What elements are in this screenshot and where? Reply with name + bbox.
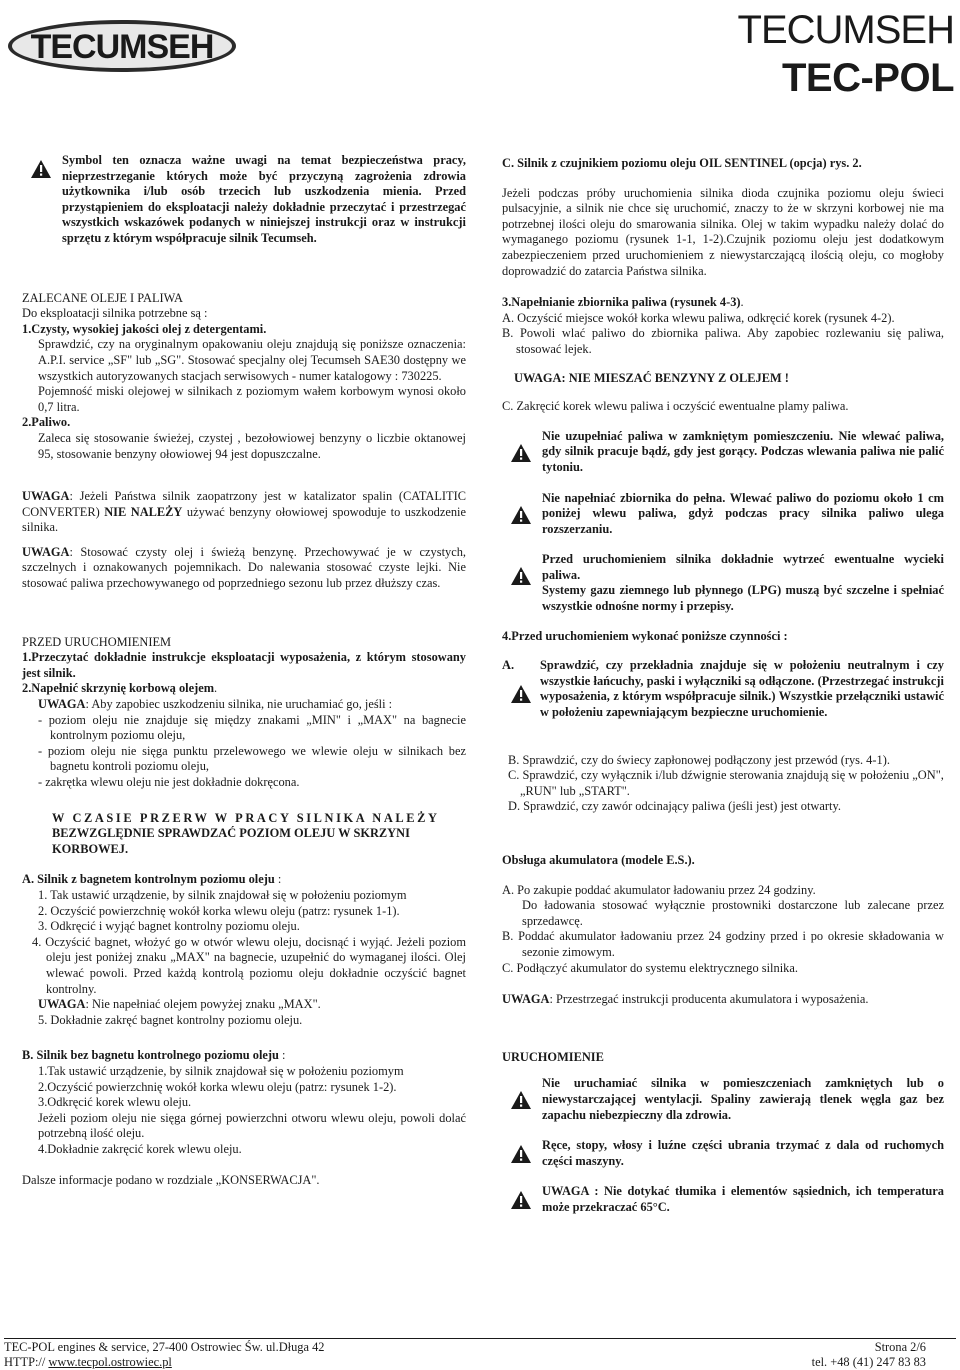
pre-start-step-a bbox=[502, 658, 944, 720]
warning-triangle-icon bbox=[510, 1090, 532, 1110]
list-item: B. Poddać akumulator ładowaniu przez 24 godziny przed i po okresie składowania w sezonie zimowym. bbox=[502, 929, 944, 959]
tecumseh-logo bbox=[6, 18, 238, 74]
warning-block bbox=[502, 1076, 944, 1123]
list-item: 4.Dokładnie zakręcić korek wlewu oleju. bbox=[38, 1141, 242, 1156]
footer bbox=[4, 1340, 954, 1370]
catalyst-text-bold: NIE NALEŻY bbox=[104, 504, 183, 519]
battery-uwaga-text: : Przestrzegać instrukcji producenta akumulatora i wyposażenia. bbox=[549, 992, 869, 1007]
no-dipstick-section bbox=[22, 1048, 466, 1157]
oil-sentinel-title: C. Silnik z czujnikiem poziomu oleju OIL SENTINEL (opcja) rys. 2. bbox=[502, 156, 862, 170]
footer-http-label: HTTP:// bbox=[4, 1355, 46, 1369]
caps-warning bbox=[22, 811, 466, 858]
catalyst-text-c: używać benzyny ołowiowej spowoduje to uszkodzenie silnika. bbox=[22, 504, 466, 535]
list-item: Do ładowania stosować wyłącznie prostowniki dostarczone lub zalecane przez sprzedawcę. bbox=[522, 898, 944, 928]
storage-warning bbox=[22, 545, 466, 592]
list-item: Jeżeli poziom oleju nie sięga górnej powierzchni otworu wlewu oleju, powoli dolać potrzebną ilość oleju. bbox=[38, 1110, 466, 1141]
warning-block bbox=[502, 1184, 944, 1215]
oil1-text: Sprawdzić, czy na oryginalnym opakowaniu oleju znajdują się poniższe oznaczenia: A.P.I. service „SF" lub „SG". Stosować specjalny olej Tecumseh SAE30 dostępny we wszystkich autoryzowanych stacjach serwisowych - numer katalogowy : 730225. bbox=[38, 337, 466, 383]
footer-company: TEC-POL engines & service, 27-400 Ostrowiec Św. ul.Długa 42 bbox=[4, 1340, 325, 1354]
no-dipstick-title bbox=[22, 1048, 466, 1064]
list-item: D. Sprawdzić, czy zawór odcinający paliwa (jeśli jest) jest otwarty. bbox=[508, 799, 841, 814]
list-item: 3. Odkręcić i wyjąć bagnet kontrolny poziomu oleju. bbox=[38, 919, 300, 934]
bullet-item: - zakrętka wlewu oleju nie jest dokładnie dokręcona. bbox=[38, 775, 300, 789]
footer-page-number: Strona 2/6 bbox=[874, 1340, 926, 1354]
pre-start-title: 4.Przed uruchomieniem wykonać poniższe czynności : bbox=[502, 628, 788, 643]
uwaga-label: UWAGA bbox=[22, 544, 70, 559]
list-item: 2.Oczyścić powierzchnię wokół korka wlewu oleju (patrz: rysunek 1-2). bbox=[38, 1079, 397, 1094]
caps-warning-line2: BEZWZGLĘDNIE SPRAWDZAĆ POZIOM OLEJU W SKRZYNI KORBOWEJ. bbox=[52, 826, 410, 856]
fuel-fill-title-text: 3.Napełnianie zbiornika paliwa (rysunek 4-3) bbox=[502, 295, 741, 310]
list-item: 3.Odkręcić korek wlewu oleju. bbox=[38, 1095, 192, 1110]
dipstick-title bbox=[22, 872, 466, 888]
right-column bbox=[502, 156, 944, 1216]
warning-no-overfill: Nie napełniać zbiornika do pełna. Wlewać paliwo do poziomu około 1 cm poniżej wlewu paliwa, gdyż podczas pracy silnika paliwo ulega rozszerzaniu. bbox=[542, 490, 944, 536]
warning-triangle-icon bbox=[510, 505, 532, 525]
catalyst-warning bbox=[22, 489, 466, 536]
battery-title: Obsługa akumulatora (modele E.S.). bbox=[502, 853, 695, 867]
oils-intro: Do eksploatacji silnika potrzebne są : bbox=[22, 306, 208, 321]
battery-section bbox=[502, 883, 944, 1008]
uwaga-label: UWAGA bbox=[38, 997, 86, 1012]
footer-phone: tel. +48 (41) 247 83 83 bbox=[811, 1355, 926, 1369]
warning-block bbox=[502, 1138, 944, 1169]
list-item: 5. Dokładnie zakręć bagnet kontrolny poziomu oleju. bbox=[38, 1012, 303, 1027]
list-item: 1.Tak ustawić urządzenie, by silnik znajdował się w położeniu poziomym bbox=[38, 1063, 404, 1078]
fuel-fill-step-b: B. Powoli wlać paliwo do zbiornika paliwa. Aby zapobiec rozlewaniu się paliwa, stosować lejek. bbox=[502, 326, 944, 356]
fuel-text: Zaleca się stosowanie świeżej, czystej , bezołowiowej benzyny o liczbie oktanowej 95, stosowanie benzyny ołowiowej 94 jest dopuszczalne. bbox=[38, 430, 466, 461]
battery-uwaga bbox=[502, 992, 944, 1008]
oil1-title: 1.Czysty, wysokiej jakości olej z detergentami. bbox=[22, 321, 267, 336]
warning-triangle-icon bbox=[510, 443, 532, 463]
warning-triangle-icon bbox=[30, 159, 52, 179]
uwaga-label: UWAGA bbox=[38, 697, 86, 712]
start-title: URUCHOMIENIE bbox=[502, 1049, 604, 1064]
before-start-section bbox=[22, 635, 466, 791]
before-step-2-uwaga bbox=[22, 697, 466, 713]
no-dipstick-title-text: B. Silnik bez bagnetu kontrolnego poziomu oleju bbox=[22, 1048, 279, 1063]
list-item: A. Po zakupie poddać akumulator ładowaniu przez 24 godziny. bbox=[502, 882, 816, 897]
bullet-item: - poziom oleju nie znajduje się między znakami „MIN" i „MAX" na bagnecie kontrolnym poziomu oleju, bbox=[38, 712, 466, 743]
fuel-no-mix-warning: UWAGA: NIE MIESZAĆ BENZYNY Z OLEJEM ! bbox=[514, 370, 789, 385]
list-item: C. Sprawdzić, czy wyłącznik i/lub dźwignie sterowania znajdują się w położeniu „ON", „RUN" lub „START". bbox=[508, 768, 944, 798]
warning-no-refuel-indoors: Nie uzupełniać paliwa w zamkniętym pomieszczeniu. Nie wlewać paliwa, gdy silnik pracuje bądź, gdy jest gorący. Podczas wlewania paliwa nie palić tytoniu. bbox=[542, 428, 944, 474]
fuel-fill-title-dot: . bbox=[740, 295, 744, 310]
warning-lpg-systems: Systemy gazu ziemnego lub płynnego (LPG) muszą być szczelne i spełniać wszystkie odnośne normy i przepisy. bbox=[542, 583, 944, 614]
logo-text: TECUMSEH bbox=[30, 28, 214, 66]
fuel-fill-title bbox=[502, 295, 944, 311]
warning-triangle-icon bbox=[510, 684, 532, 704]
before-step-2-dot: . bbox=[214, 681, 218, 696]
list-item: B. Sprawdzić, czy do świecy zapłonowej podłączony jest przewód (rys. 4-1). bbox=[508, 752, 890, 767]
safety-note bbox=[22, 153, 466, 247]
list-item: 1. Tak ustawić urządzenie, by silnik znajdował się w położeniu poziomym bbox=[38, 887, 407, 902]
further-info: Dalsze informacje podano w rozdziale „KONSERWACJA". bbox=[22, 1173, 320, 1188]
before-step-1: 1.Przeczytać dokładnie instrukcje eksploatacji wyposażenia, z którym stosowany jest silnik. bbox=[22, 650, 466, 680]
catalyst-text-a: : Jeżeli Państwa silnik zaopatrzony jest w katalizator spalin (CATALITIC CONVERTER) bbox=[22, 489, 466, 519]
fuel-fill-section bbox=[502, 295, 944, 415]
uwaga-label: UWAGA bbox=[502, 992, 550, 1007]
fuel-title: 2.Paliwo. bbox=[22, 415, 71, 430]
oil-sentinel-text: Jeżeli podczas próby uruchomienia silnika dioda czujnika poziomu oleju świeci pulsacyjnie, a silnik nie chce się uruchomić, znaczy to że w skrzyni korbowej nie ma potrzebnej ilości oleju do smarowania silnika. Olej w takim wypadku należy dolać do wymaganego poziomu (rysunek 1-1, 1-2).Czujnik poziomu oleju jest dodatkowym zabezpieczeniem przed uruchomieniem z niewystarczającą ilością oleju, co mogłoby doprowadzić do zatarcia Państwa silnika. bbox=[502, 185, 944, 278]
warning-block bbox=[502, 429, 944, 476]
dipstick-uwaga bbox=[22, 997, 466, 1013]
uwaga-label: UWAGA bbox=[22, 489, 70, 504]
dipstick-uwaga-text: : Nie napełniać olejem powyżej znaku „MAX". bbox=[85, 997, 321, 1012]
list-item: C. Podłączyć akumulator do systemu elektrycznego silnika. bbox=[502, 960, 798, 975]
left-column bbox=[22, 153, 466, 1189]
warning-ventilation: Nie uruchamiać silnika w pomieszczeniach zamkniętych lub o niewystarczającej wentylacji. Spaliny zawierają tlenek węgla gaz bez zapachu niebezpieczny dla zdrowia. bbox=[542, 1076, 944, 1122]
website-link[interactable]: www.tecpol.ostrowiec.pl bbox=[48, 1355, 172, 1369]
bullet-item: - poziom oleju nie sięga punktu przelewowego we wlewie oleju w silnikach bez bagnetu kontroli poziomu oleju, bbox=[38, 743, 466, 774]
footer-divider bbox=[4, 1338, 956, 1339]
no-dipstick-title-colon: : bbox=[278, 1048, 286, 1063]
warning-moving-parts: Ręce, stopy, włosy i luźne części ubrania trzymać z dala od ruchomych części maszyny. bbox=[542, 1138, 944, 1168]
warning-triangle-icon bbox=[510, 1144, 532, 1164]
warning-triangle-icon bbox=[510, 566, 532, 586]
oils-section bbox=[22, 291, 466, 463]
dipstick-title-text: A. Silnik z bagnetem kontrolnym poziomu oleju bbox=[22, 872, 275, 887]
fuel-fill-step-a: A. Oczyścić miejsce wokół korka wlewu paliwa, odkręcić korek (rysunek 4-2). bbox=[502, 310, 895, 325]
tecumseh-logo-graphic bbox=[6, 18, 238, 74]
storage-text: : Stosować czysty olej i świeżą benzynę. Przechowywać je w czystych, szczelnych i oznakowanych pojemnikach. Do nalewania stosować czyste lejki. Nie stosować paliwa przechowywanego od poprzedniego sezonu lub przez dłuższy czas. bbox=[22, 544, 466, 591]
warning-block bbox=[502, 552, 944, 614]
footer-website bbox=[4, 1355, 172, 1370]
dipstick-title-colon: : bbox=[274, 872, 282, 887]
step-a-label: A. bbox=[502, 658, 515, 673]
fuel-fill-step-c: C. Zakręcić korek wlewu paliwa i oczyścić ewentualne plamy paliwa. bbox=[502, 399, 849, 414]
safety-note-text: Symbol ten oznacza ważne uwagi na temat bezpieczeństwa pracy, nieprzestrzeganie których może być przyczyną zagrożenia zdrowia użytkownika i/lub osób trzecich lub uszkodzenia mienia. Przed przystąpieniem do eksploatacji należy dokładnie przeczytać i przestrzegać wszystkich wskazówek podanych w niniejszej instrukcji oraz w instrukcji sprzętu z którym współpracuje silnik Tecumseh. bbox=[62, 153, 466, 245]
step-a-text: Sprawdzić, czy przekładnia znajduje się w położeniu neutralnym i czy wszystkie łańcuchy, paski i wyłączniki są odłączone. (Przestrzegać instrukcji wyposażenia, z którym współpracuje silnik.) Wszystkie przełączniki ustawić w położeniu zapewniającym bezpieczne uruchomienie. bbox=[540, 658, 944, 720]
warning-wipe-spills: Przed uruchomieniem silnika dokładnie wytrzeć ewentualne wycieki paliwa. bbox=[542, 552, 944, 582]
caps-warning-line1: W CZASIE PRZERW W PRACY SILNIKA NALEŻY bbox=[52, 810, 440, 825]
brand-name: TECUMSEH bbox=[737, 8, 954, 52]
pre-start-steps bbox=[502, 753, 944, 815]
oils-title: ZALECANE OLEJE I PALIWA bbox=[22, 290, 183, 305]
brand-subname: TEC-POL bbox=[781, 56, 954, 100]
list-item: 2. Oczyścić powierzchnię wokół korka wlewu oleju (patrz: rysunek 1-1). bbox=[38, 903, 400, 918]
warning-hot-muffler: UWAGA : Nie dotykać tłumika i elementów sąsiednich, ich temperatura może przekraczać 65°C. bbox=[542, 1184, 944, 1214]
before-start-title: PRZED URUCHOMIENIEM bbox=[22, 634, 172, 649]
warning-block bbox=[502, 491, 944, 538]
before-step-2-label: 2.Napełnić skrzynię korbową olejem bbox=[22, 681, 215, 696]
list-item: 4. Oczyścić bagnet, włożyć go w otwór wlewu oleju, docisnąć i wyjąć. Jeżeli poziom oleju jest poniżej znaku „MAX" na bagnecie, uzupełnić do wymaganej ilości. Olej wlewać powoli. Przed każdą kontrolą poziomu oleju dokładnie oczyścić bagnet kontrolny. bbox=[32, 934, 466, 996]
before-step-2-uwaga-text: : Aby zapobiec uszkodzeniu silnika, nie uruchamiać go, jeśli : bbox=[85, 697, 393, 712]
oil1-capacity: Pojemność miski olejowej w silnikach z poziomym wałem korbowym wynosi około 0,7 litra. bbox=[38, 384, 466, 414]
warning-triangle-icon bbox=[510, 1190, 532, 1210]
before-step-2 bbox=[22, 681, 466, 697]
dipstick-section bbox=[22, 872, 466, 1028]
